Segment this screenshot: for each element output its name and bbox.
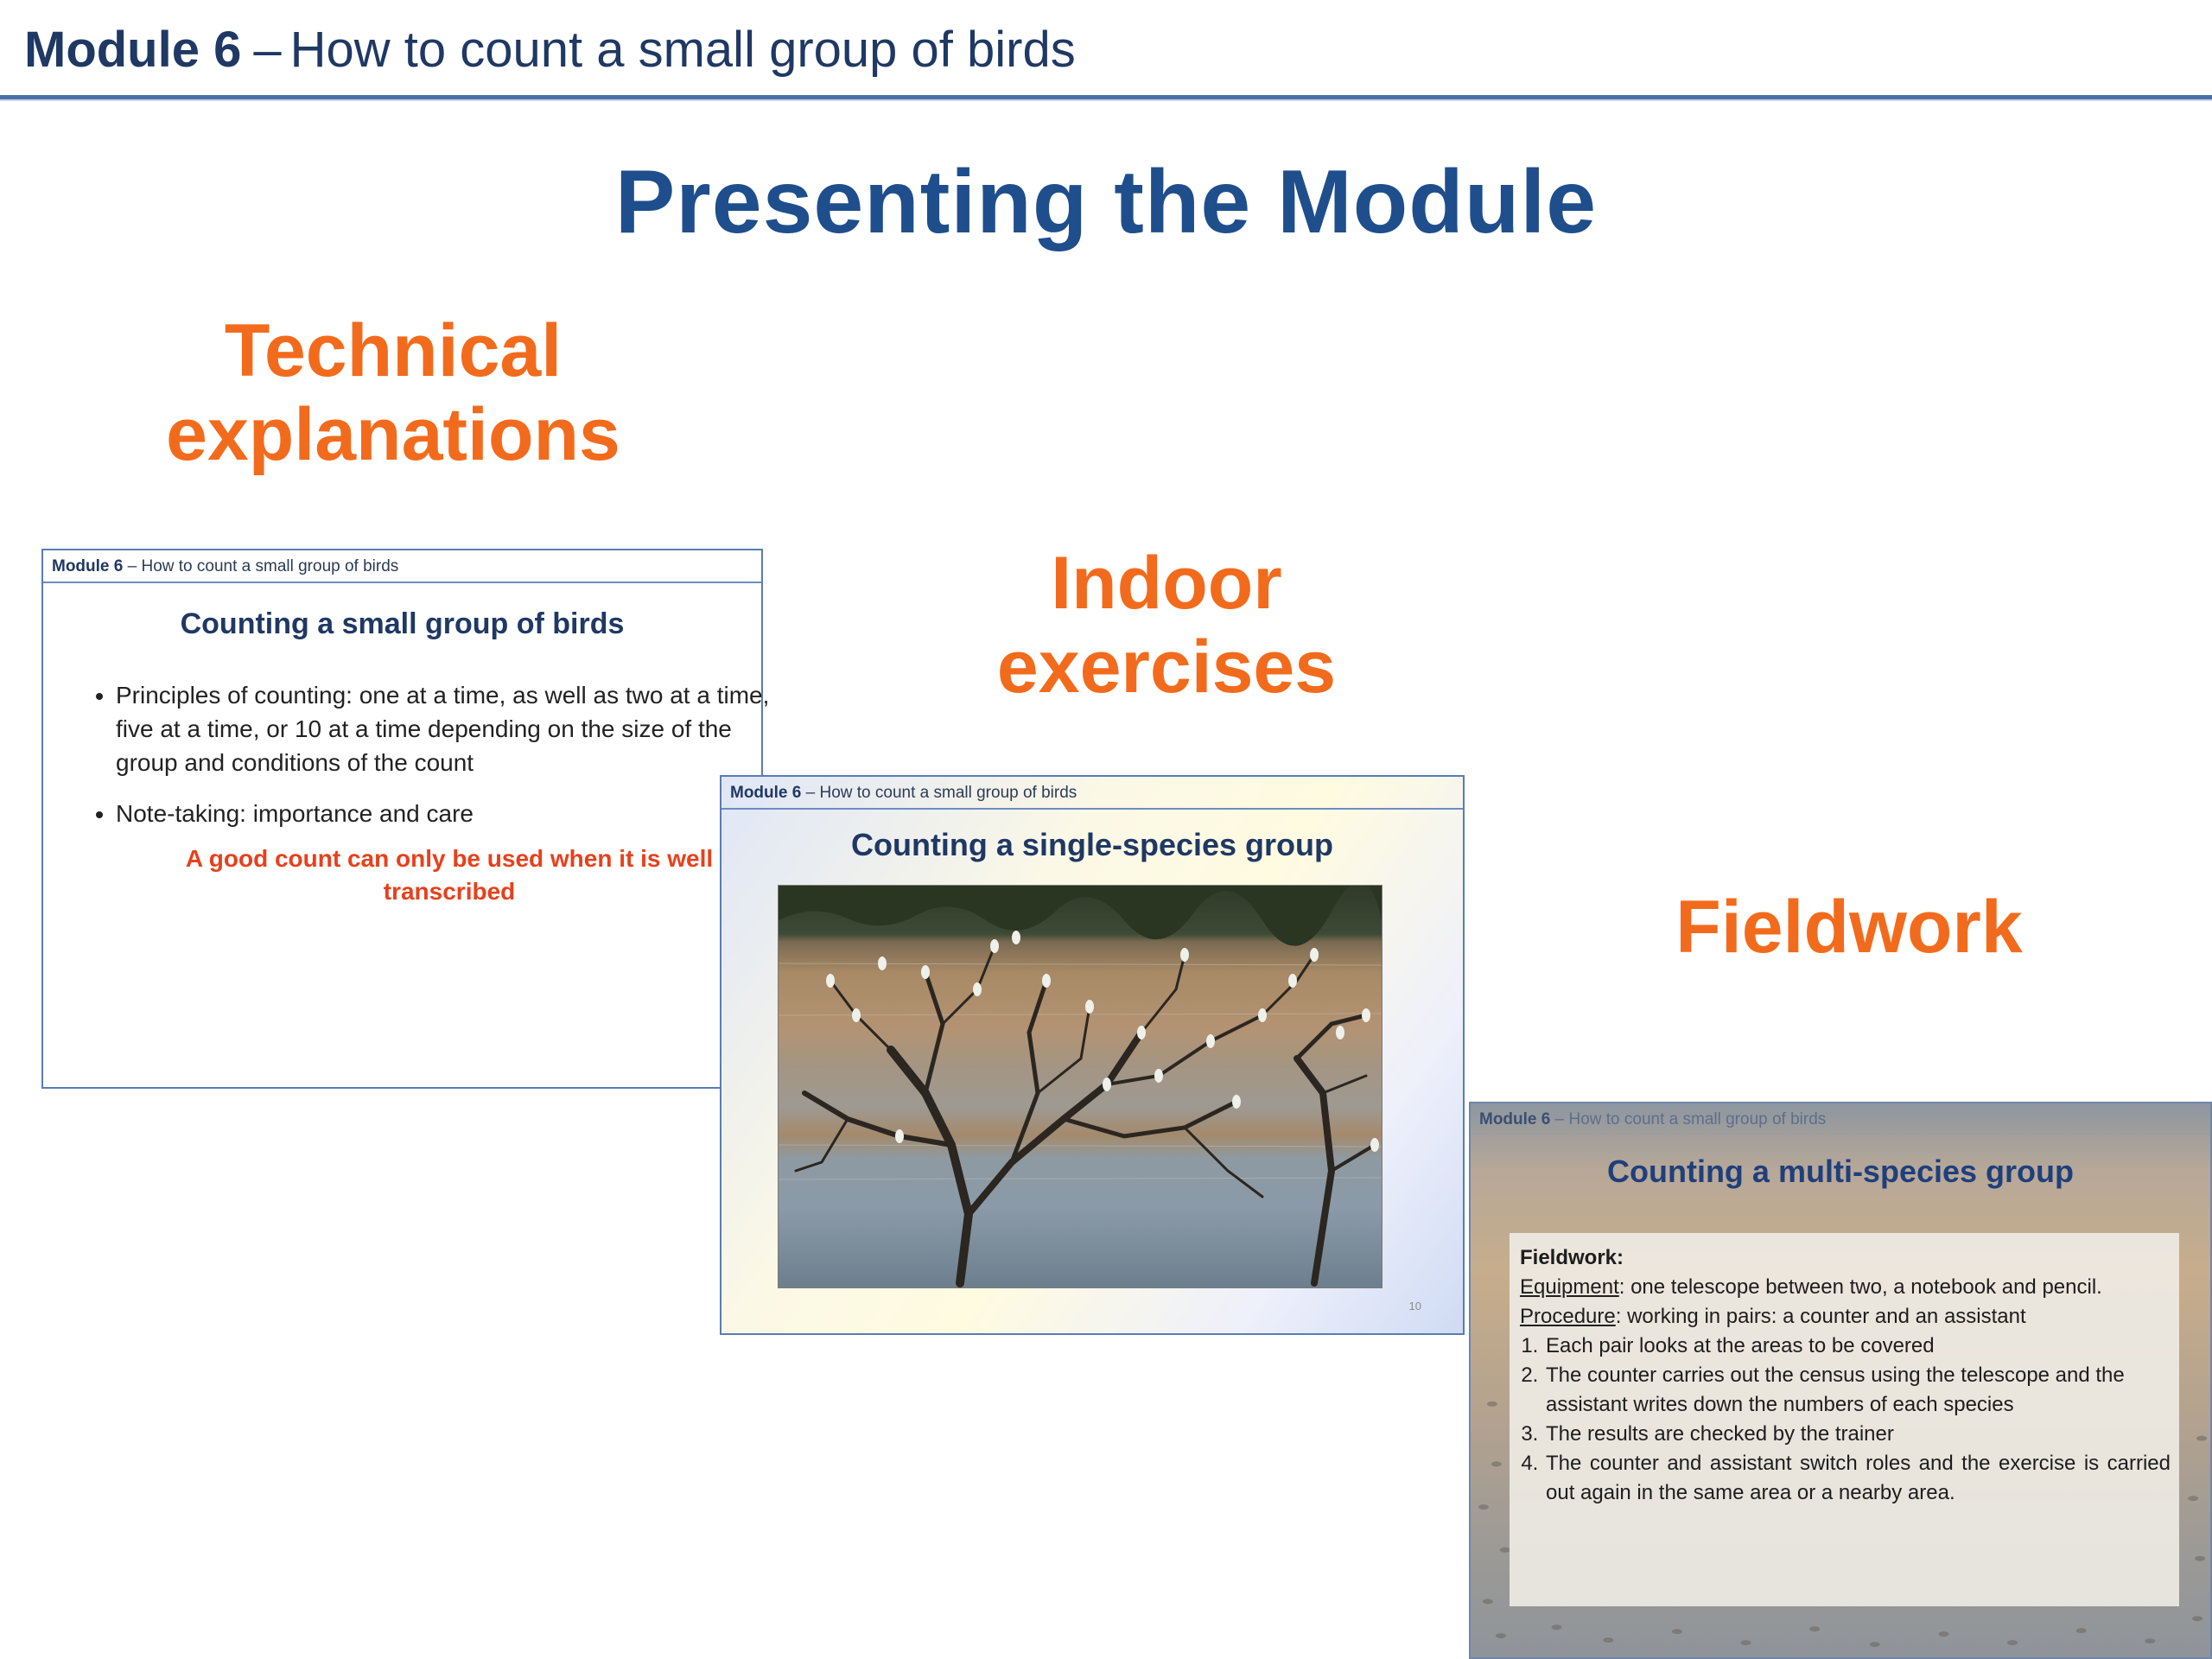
thumbnail-header <box>43 550 761 583</box>
thumbnail-title: Counting a single-species group <box>850 827 1334 862</box>
slide-title: Presenting the Module <box>614 152 1598 252</box>
thumbnail-header <box>721 777 1463 810</box>
bullet-item: • Principles of counting: one at a time, as well as two at a time, five at a time, or 10 at a time depending on the size of the group and conditions of the count <box>116 678 772 779</box>
section-label-technical-line2: explanations <box>166 393 620 477</box>
header-module-label: Module 6 <box>24 22 242 78</box>
equipment-line <box>1520 1273 2171 1302</box>
equipment-text: : one telescope between two, a notebook and pencil. <box>1618 1275 2102 1299</box>
procedure-label: Procedure <box>1520 1305 1616 1328</box>
section-label-technical <box>138 309 648 477</box>
procedure-step: 4. The counter and assistant switch roles and the exercise is carried out again in the same area or a nearby area. <box>1544 1449 2171 1508</box>
header-text <box>24 21 1076 79</box>
procedure-step: 3. The results are checked by the trainer <box>1544 1420 2171 1449</box>
thumbnail-header-text: – How to count a small group of birds <box>805 784 1077 802</box>
thumbnail-header-module: Module 6 <box>52 557 124 575</box>
thumbnail-header <box>1471 1103 2210 1136</box>
slide-thumbnail-indoor <box>720 775 1465 1335</box>
section-label-indoor-line1: Indoor <box>1051 542 1282 625</box>
thumbnail-header-module: Module 6 <box>1479 1110 1551 1128</box>
section-label-fieldwork: Fieldwork <box>1675 886 2023 969</box>
section-label-indoor <box>942 542 1391 709</box>
slide-header <box>0 0 2212 99</box>
thumbnail-header-module: Module 6 <box>730 784 802 802</box>
slide-thumbnail-technical <box>41 549 770 1089</box>
thumbnail-header-text: – How to count a small group of birds <box>127 557 399 575</box>
photo-illustration <box>779 886 1382 1287</box>
procedure-steps <box>1520 1332 2171 1508</box>
bullet-list <box>85 678 772 848</box>
equipment-label: Equipment <box>1520 1275 1619 1299</box>
bullet-item: • Note-taking: importance and care <box>116 797 772 830</box>
procedure-line <box>1520 1302 2171 1332</box>
slide-thumbnail-fieldwork <box>1469 1102 2212 1659</box>
page-number: 10 <box>1408 1300 1421 1313</box>
procedure-step: 2. The counter carries out the census using the telescope and the assistant writes down the numbers of each species <box>1544 1361 2171 1420</box>
section-label-indoor-line2: exercises <box>996 626 1337 709</box>
header-separator: – <box>253 22 282 78</box>
highlight-note: A good count can only be used when it is well transcribed <box>185 845 714 905</box>
header-subtitle: How to count a small group of birds <box>289 22 1076 78</box>
thumbnail-title: Counting a small group of birds <box>180 607 625 640</box>
section-label-technical-line1: Technical <box>224 309 563 392</box>
thumbnail-title: Counting a multi-species group <box>1606 1154 2075 1189</box>
fieldwork-title: Fieldwork: <box>1520 1246 1624 1269</box>
egret-tree-photo <box>778 885 1382 1288</box>
procedure-text: : working in pairs: a counter and an assistant <box>1615 1305 2026 1328</box>
thumbnail-header-text: – How to count a small group of birds <box>1554 1110 1827 1128</box>
fieldwork-text-box <box>1510 1233 2179 1606</box>
procedure-step: 1. Each pair looks at the areas to be covered <box>1544 1332 2171 1361</box>
